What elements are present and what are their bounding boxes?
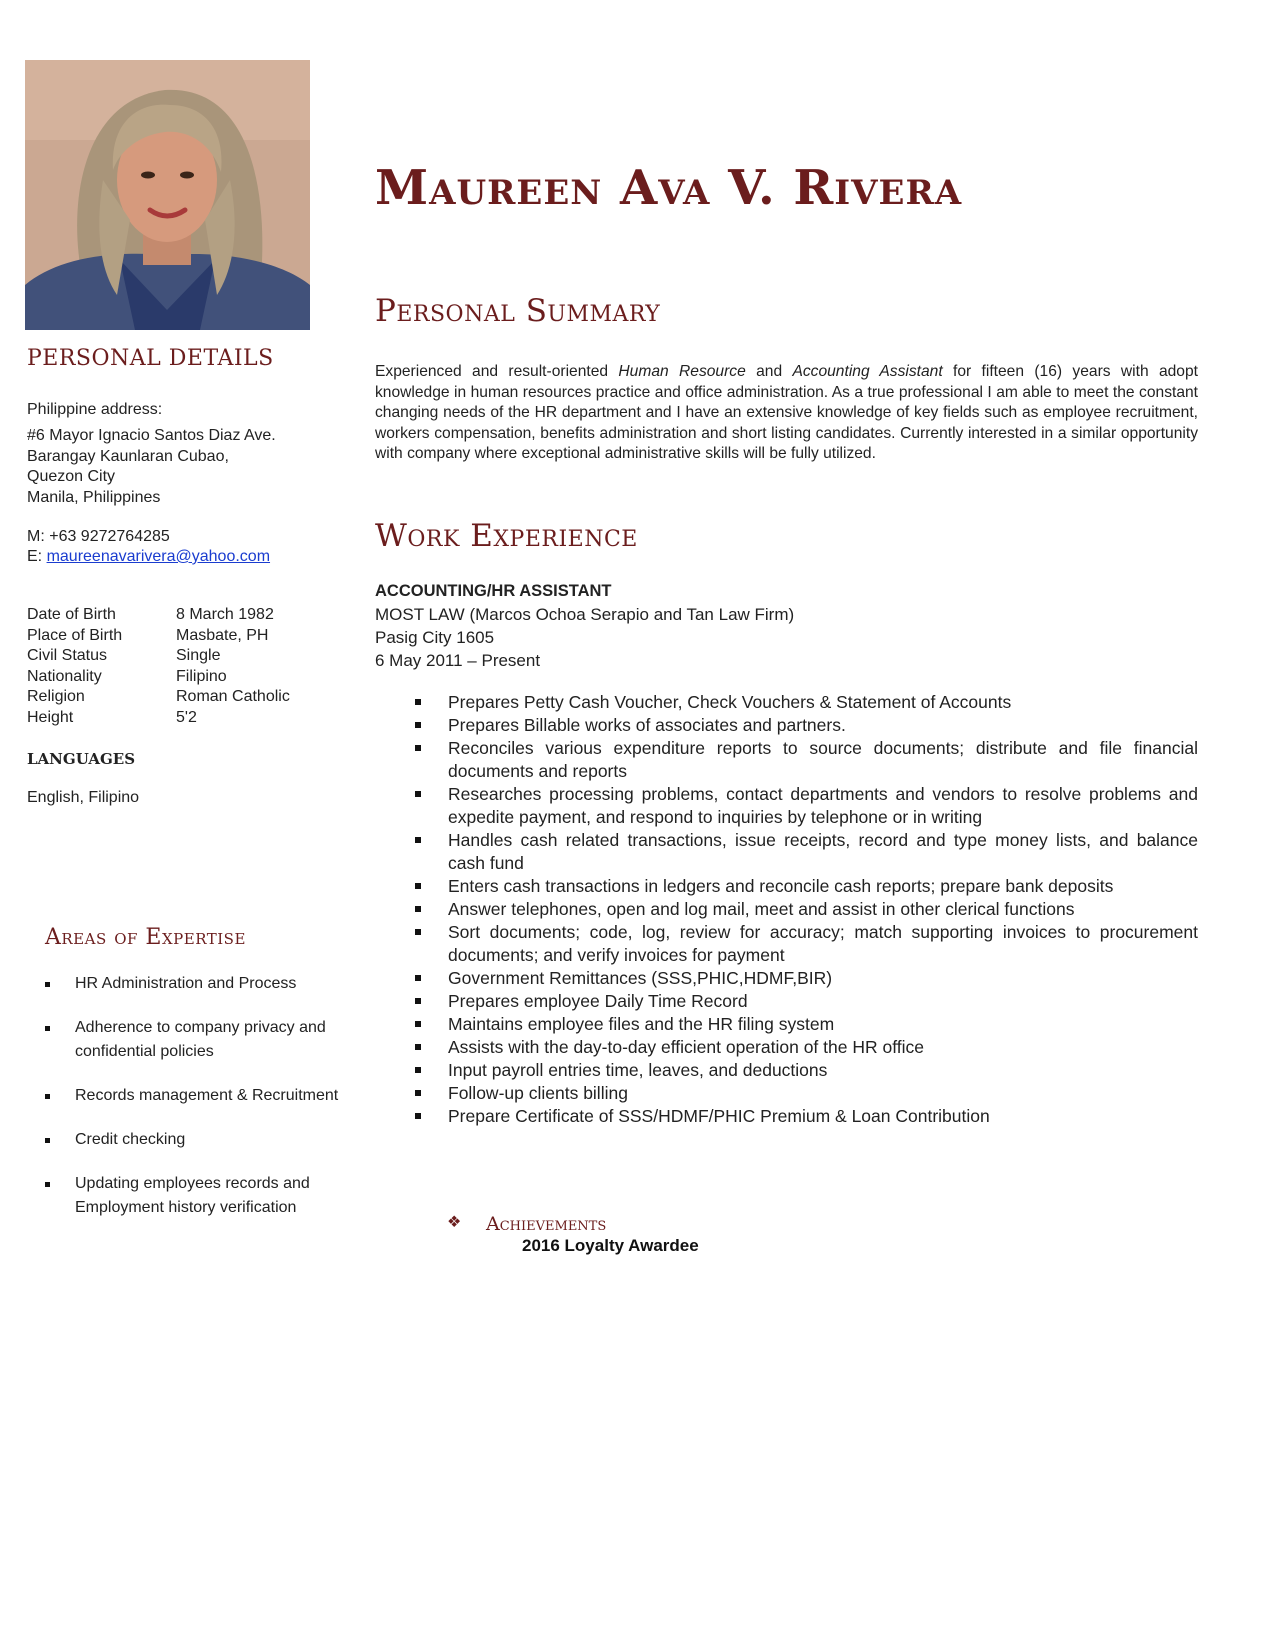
list-item: Credit checking	[45, 1128, 350, 1152]
email-prefix: E:	[27, 548, 47, 565]
email-row	[27, 547, 270, 568]
detail-row	[27, 667, 290, 688]
profile-photo	[25, 60, 310, 330]
list-item: Enters cash transactions in ledgers and reconcile cash reports; prepare bank deposits	[448, 875, 1198, 898]
list-item: Records management & Recruitment	[45, 1084, 350, 1108]
summary-italic: Human Resource	[618, 363, 746, 380]
detail-key: Place of Birth	[27, 626, 123, 644]
list-item: Maintains employee files and the HR filing system	[448, 1013, 1198, 1036]
detail-row	[27, 626, 290, 647]
candidate-name: Maureen Ava V. Rivera	[375, 160, 963, 216]
duties-list	[448, 691, 1198, 1128]
list-item: Reconciles various expenditure reports to source documents; distribute and file financial documents and reports	[448, 738, 1198, 781]
summary-italic: Accounting Assistant	[792, 363, 943, 380]
address-line: Manila, Philippines	[27, 488, 161, 506]
job-location: Pasig City 1605	[375, 628, 495, 647]
list-item: Government Remittances (SSS,PHIC,HDMF,BIR)	[448, 967, 1198, 990]
address-line: Barangay Kaunlaran Cubao,	[27, 447, 229, 465]
list-item: Prepares Petty Cash Voucher, Check Vouchers & Statement of Accounts	[448, 691, 1198, 714]
achievements-heading: Achievements	[486, 1213, 607, 1235]
list-item: Prepares employee Daily Time Record	[448, 990, 1198, 1013]
detail-value: Filipino	[176, 667, 227, 685]
languages-text: English, Filipino	[27, 789, 140, 806]
detail-key: Civil Status	[27, 647, 108, 664]
detail-row	[27, 646, 290, 667]
detail-value: Masbate, PH	[176, 626, 269, 644]
list-item: Sort documents; code, log, review for accuracy; match supporting invoices to procurement documents; and verify invoices for payment	[448, 922, 1198, 965]
detail-value: 8 March 1982	[176, 606, 274, 623]
detail-value: Single	[176, 647, 221, 664]
job-company: MOST LAW (Marcos Ochoa Serapio and Tan Law Firm)	[375, 605, 795, 624]
address-label: Philippine address:	[27, 401, 163, 418]
list-item: Follow-up clients billing	[448, 1082, 1198, 1105]
detail-row	[27, 708, 290, 729]
summary-part: for fifteen (16) years with adopt knowledge in human resources practice and office administration. As a true professional I am able to meet the constant changing needs of the HR department and I have an extensive knowledge of key fields such as employee recruitment, workers compensation, benefits administration and short listing candidates. Currently interested in a similar opportunity with company where exceptional administrative skills will be fully utilized.	[375, 363, 1198, 462]
list-item: Prepare Certificate of SSS/HDMF/PHIC Premium & Loan Contribution	[448, 1105, 1198, 1128]
address-line: #6 Mayor Ignacio Santos Diaz Ave.	[27, 427, 276, 444]
detail-value: 5'2	[176, 708, 197, 726]
job-block	[375, 580, 794, 672]
detail-row	[27, 605, 290, 626]
list-item: Answer telephones, open and log mail, meet and assist in other clerical functions	[448, 898, 1198, 921]
diamond-bullet-icon: ❖	[447, 1214, 462, 1231]
list-item: Updating employees records and Employment history verification	[45, 1172, 350, 1220]
details-table	[27, 605, 290, 728]
list-item: Prepares Billable works of associates and partners.	[448, 714, 1198, 737]
address-line: Quezon City	[27, 468, 116, 485]
mobile-number: M: +63 9272764285	[27, 528, 170, 545]
address-block	[27, 426, 276, 508]
summary-part: and	[745, 363, 793, 380]
list-item: Handles cash related transactions, issue receipts, record and type money lists, and balance cash fund	[448, 830, 1198, 873]
work-heading: Work Experience	[375, 518, 638, 554]
list-item: Input payroll entries time, leaves, and deductions	[448, 1059, 1198, 1082]
detail-key: Nationality	[27, 667, 102, 685]
expertise-list	[45, 972, 350, 1240]
list-item: Researches processing problems, contact departments and vendors to resolve problems and expedite payment, and respond to inquiries by telephone or in writing	[448, 784, 1198, 827]
list-item: Adherence to company privacy and confidential policies	[45, 1016, 350, 1064]
detail-row	[27, 687, 290, 708]
achievement-item: 2016 Loyalty Awardee	[522, 1236, 699, 1255]
languages-heading: LANGUAGES	[27, 750, 136, 768]
list-item: HR Administration and Process	[45, 972, 350, 996]
job-dates: 6 May 2011 – Present	[375, 651, 541, 670]
email-link[interactable]: maureenavarivera@yahoo.com	[46, 548, 271, 565]
summary-heading: Personal Summary	[375, 293, 661, 329]
summary-part: Experienced and result-oriented	[375, 363, 619, 380]
list-item: Assists with the day-to-day efficient operation of the HR office	[448, 1036, 1198, 1059]
detail-value: Roman Catholic	[176, 688, 290, 705]
detail-key: Date of Birth	[27, 606, 116, 623]
detail-key: Religion	[27, 688, 85, 705]
job-title: ACCOUNTING/HR ASSISTANT	[375, 582, 612, 600]
summary-text	[375, 362, 1198, 465]
detail-key: Height	[27, 708, 74, 726]
expertise-heading: Areas of Expertise	[45, 925, 246, 950]
personal-details-heading: PERSONAL DETAILS	[27, 346, 274, 371]
